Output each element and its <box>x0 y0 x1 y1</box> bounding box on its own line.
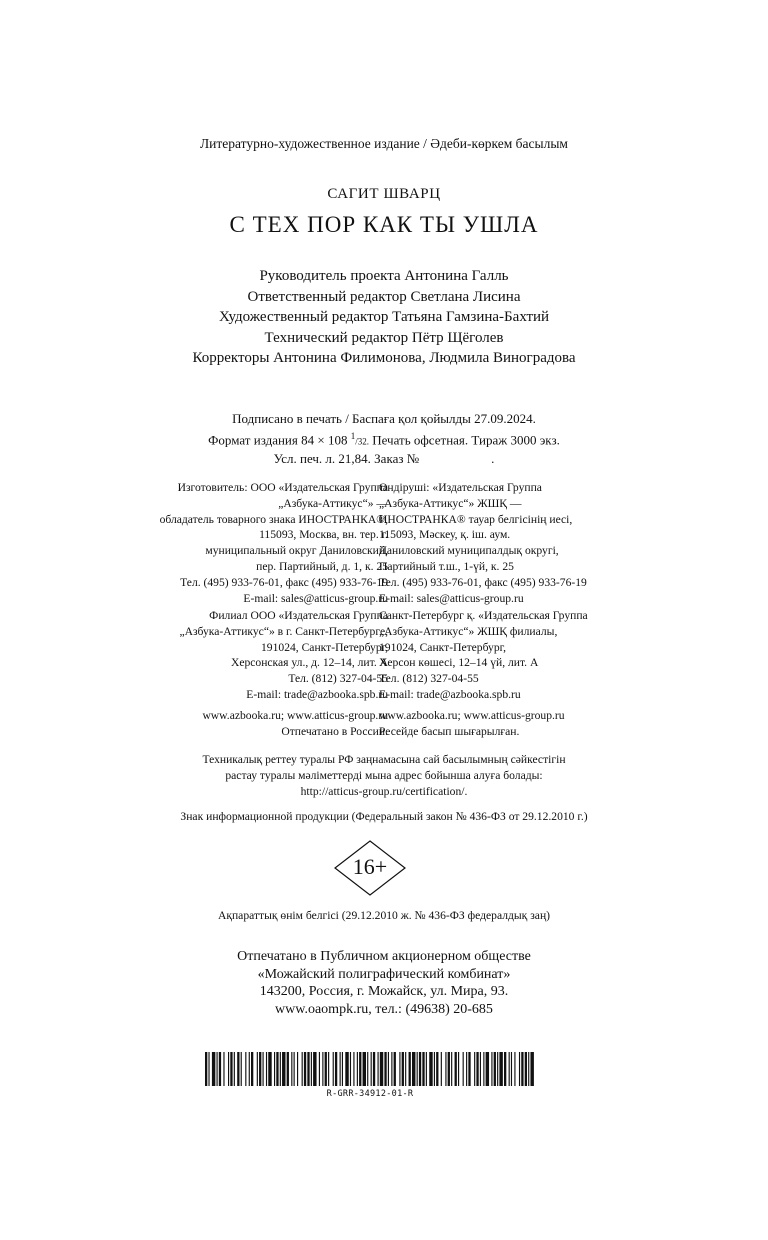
barcode-bar <box>474 1052 475 1086</box>
printer-line: Отпечатано в Публичном акционерном обществе <box>237 949 531 964</box>
barcode-bar <box>241 1052 242 1086</box>
staff-line: Ответственный редактор Светлана Лисина <box>247 288 521 305</box>
branch-kz-line: E-mail: trade@azbooka.spb.ru <box>379 687 521 701</box>
barcode-bar <box>463 1052 464 1086</box>
barcode-bar <box>509 1052 510 1086</box>
manufacturer-ru-line: Тел. (495) 933-76-01, факс (495) 933-76-19 <box>180 575 388 589</box>
barcode-bar <box>350 1052 351 1086</box>
certification-line: Техникалық реттеу туралы РФ заңнамасына сай басылымның сәйкестігін <box>202 753 566 766</box>
manufacturer-ru-line: E-mail: sales@atticus-group.ru <box>243 591 388 605</box>
barcode-bar <box>276 1052 278 1086</box>
branch-ru-line: Филиал ООО «Издательская Группа <box>209 609 388 622</box>
web-ru-line: Отпечатано в России. <box>281 724 388 738</box>
barcode-bar <box>419 1052 421 1086</box>
barcode-bar <box>378 1052 379 1086</box>
barcode-bar <box>363 1052 366 1086</box>
barcode-bar <box>304 1052 306 1086</box>
barcode-bar <box>405 1052 406 1086</box>
barcode-bar <box>497 1052 498 1086</box>
branch-ru-line: „Азбука-Аттикус“» в г. Санкт-Петербурге, <box>179 624 388 638</box>
barcode-bar <box>394 1052 396 1086</box>
barcode-bar <box>313 1052 316 1086</box>
staff-line: Технический редактор Пётр Щёголев <box>264 329 504 346</box>
barcode-bar <box>466 1052 467 1086</box>
genre-line: Литературно-художественное издание / Әдеби-көркем басылым <box>200 136 568 151</box>
barcode-bar <box>335 1052 337 1086</box>
manufacturer-kz-line: Даниловский муниципалдық округі, <box>379 544 559 558</box>
barcode-bar <box>525 1052 527 1086</box>
barcode-bar <box>511 1052 512 1086</box>
web-ru <box>90 708 388 740</box>
barcode-bar <box>367 1052 368 1086</box>
barcode-bar <box>409 1052 411 1086</box>
barcode-bar <box>319 1052 320 1086</box>
barcode-bar <box>333 1052 334 1086</box>
web-kz-line: Ресейде басып шығарылған. <box>379 724 520 738</box>
barcode-bar <box>480 1052 481 1086</box>
branch-ru-line: 191024, Санкт-Петербург, <box>261 640 388 654</box>
barcode-bar <box>384 1052 386 1086</box>
barcode-bar <box>208 1052 209 1086</box>
barcode-bar <box>448 1052 450 1086</box>
barcode-bar <box>373 1052 375 1086</box>
barcode-bar <box>307 1052 309 1086</box>
barcode-bar <box>212 1052 215 1086</box>
barcode-bar <box>217 1052 218 1086</box>
barcode-bar <box>519 1052 520 1086</box>
barcode-bar <box>294 1052 295 1086</box>
barcode-bar <box>219 1052 221 1086</box>
manufacturer-ru-line: муниципальный округ Даниловский, <box>205 544 388 558</box>
barcode-bar <box>302 1052 303 1086</box>
barcode-bar <box>455 1052 457 1086</box>
barcode-bar <box>282 1052 285 1086</box>
format-line: Формат издания 84 × 108 $^1$/32. Печать офсетная. Тираж 3000 экз. <box>208 430 560 447</box>
age-rating-label: 16+ <box>352 854 388 879</box>
barcode-bar <box>528 1052 529 1086</box>
barcode-bar <box>402 1052 404 1086</box>
barcode-bar <box>494 1052 496 1086</box>
barcode-bar <box>434 1052 435 1086</box>
barcode-bar <box>422 1052 424 1086</box>
staff-line: Руководитель проекта Антонина Галль <box>259 268 509 284</box>
barcode-bar <box>504 1052 506 1086</box>
barcode-bar <box>417 1052 418 1086</box>
certification-note <box>0 752 768 800</box>
barcode-bar <box>245 1052 246 1086</box>
barcode-bar <box>353 1052 354 1086</box>
printer-info <box>0 948 768 1018</box>
barcode-bar <box>325 1052 327 1086</box>
web-ru-line: www.azbooka.ru; www.atticus-group.ru <box>202 709 388 722</box>
staff-line: Корректоры Антонина Филимонова, Людмила Виноградова <box>192 350 576 366</box>
barcode-bar <box>458 1052 459 1086</box>
barcode-bar <box>380 1052 383 1086</box>
barcode-bar <box>441 1052 442 1086</box>
barcode-bar <box>345 1052 348 1086</box>
print-info <box>0 410 768 468</box>
manufacturer-kz-line: E-mail: sales@atticus-group.ru <box>379 591 524 605</box>
manufacturer-ru <box>90 480 388 606</box>
branch-kz <box>379 608 679 703</box>
barcode-bar <box>249 1052 250 1086</box>
barcode-bar <box>357 1052 358 1086</box>
web-kz <box>379 708 679 740</box>
manufacturer-kz-line: Өндіруші: «Издательская Группа <box>379 481 542 494</box>
barcode-bar <box>429 1052 432 1086</box>
barcode-bar <box>521 1052 523 1086</box>
barcode-bar <box>476 1052 478 1086</box>
branch-kz-line: „Азбука-Аттикус“» ЖШҚ филиалы, <box>379 624 558 638</box>
barcode-bar <box>514 1052 515 1086</box>
manufacturer-ru-line: „Азбука-Аттикус“» — <box>278 496 388 510</box>
barcode-bar <box>274 1052 275 1086</box>
barcode-bar <box>388 1052 389 1086</box>
manufacturer-kz-line: ИНОСТРАНКА® тауар белгісінің иесі, <box>379 512 573 526</box>
book-title: С ТЕХ ПОР КАК ТЫ УШЛА <box>229 212 539 237</box>
manufacturer-ru-line: пер. Партийный, д. 1, к. 25 <box>256 559 388 573</box>
barcode-bar <box>237 1052 239 1086</box>
branch-ru-line: E-mail: trade@azbooka.spb.ru <box>246 687 388 701</box>
barcode-bar <box>259 1052 261 1086</box>
barcode-bar <box>426 1052 427 1086</box>
barcode-bar <box>291 1052 292 1086</box>
info-mark-kz: Ақпараттық өнім белгісі (29.12.2010 ж. № 436-ФЗ федералдық заң) <box>217 909 551 922</box>
manufacturer-kz <box>379 480 679 606</box>
conditions-line: Усл. печ. л. 21,84. Заказ № . <box>273 451 495 467</box>
branch-ru-line: Тел. (812) 327-04-55 <box>288 672 388 686</box>
barcode-bar <box>491 1052 492 1086</box>
barcode-bar <box>340 1052 341 1086</box>
barcode-bar <box>205 1052 207 1086</box>
barcode-bar <box>230 1052 232 1086</box>
barcode-bar <box>412 1052 415 1086</box>
info-mark-ru: Знак информационной продукции (Федеральный закон № 436-ФЗ от 29.12.2010 г.) <box>180 810 588 823</box>
printer-line: 143200, Россия, г. Можайск, ул. Мира, 93. <box>259 984 509 999</box>
barcode-bar <box>342 1052 343 1086</box>
barcode-bar <box>399 1052 400 1086</box>
barcode-bar <box>436 1052 438 1086</box>
manufacturer-ru-line: Изготовитель: ООО «Издательская Группа <box>177 481 388 494</box>
barcode-bar <box>451 1052 452 1086</box>
barcode-bar <box>266 1052 267 1086</box>
manufacturer-kz-line: Тел. (495) 933-76-01, факс (495) 933-76-19 <box>379 575 587 589</box>
branch-kz-line: Херсон көшесі, 12–14 үй, лит. А <box>379 656 539 670</box>
author-name: САГИТ ШВАРЦ <box>327 186 441 202</box>
barcode-bar <box>391 1052 392 1086</box>
barcode-bar <box>371 1052 372 1086</box>
barcode-bar <box>486 1052 489 1086</box>
barcode-bar <box>297 1052 298 1086</box>
barcode-bar <box>328 1052 329 1086</box>
branch-ru-line: Херсонская ул., д. 12–14, лит. А <box>230 656 388 670</box>
certification-line: растау туралы мәліметтерді мына адрес бойынша алуға болады: <box>225 769 543 782</box>
barcode-bar <box>234 1052 235 1086</box>
barcode-bar <box>228 1052 229 1086</box>
barcode-bar <box>530 1052 533 1086</box>
staff-credits <box>0 266 768 369</box>
age-rating-badge <box>333 840 407 896</box>
barcode-bar <box>468 1052 470 1086</box>
printer-line: www.oaompk.ru, тел.: (49638) 20-685 <box>275 1001 493 1017</box>
barcode-bar <box>251 1052 253 1086</box>
barcode-image <box>205 1052 535 1086</box>
manufacturer-ru-line: 115093, Москва, вн. тер. г. <box>259 528 388 542</box>
barcode-bar <box>263 1052 264 1086</box>
barcode-code: R-GRR-34912-01-R <box>326 1089 414 1099</box>
barcode-bar <box>311 1052 312 1086</box>
branch-kz-line: Тел. (812) 327-04-55 <box>379 672 479 686</box>
web-kz-line: www.azbooka.ru; www.atticus-group.ru <box>379 709 565 722</box>
printer-line: «Можайский полиграфический комбинат» <box>257 966 511 982</box>
branch-kz-line: Санкт-Петербург қ. «Издательская Группа <box>379 609 588 622</box>
manufacturer-ru-line: обладатель товарного знака ИНОСТРАНКА®, <box>159 512 388 526</box>
barcode-bar <box>445 1052 446 1086</box>
signed-line: Подписано в печать / Баспаға қол қойылды 27.09.2024. <box>232 411 536 426</box>
manufacturer-kz-line: Партийный т.ш., 1-үй, к. 25 <box>379 559 514 573</box>
barcode-bar <box>287 1052 289 1086</box>
barcode-bar <box>499 1052 502 1086</box>
certification-link: http://atticus-group.ru/certification/. <box>300 785 468 798</box>
branch-ru <box>90 608 388 703</box>
barcode-bar <box>268 1052 271 1086</box>
manufacturer-kz-line: 115093, Мәскеу, қ. іш. аум. <box>379 528 511 542</box>
barcode-bar <box>280 1052 281 1086</box>
staff-line: Художественный редактор Татьяна Гамзина-Бахтий <box>218 309 550 325</box>
barcode-bar <box>483 1052 484 1086</box>
branch-kz-line: 191024, Санкт-Петербург, <box>379 640 506 654</box>
barcode-bar <box>322 1052 323 1086</box>
barcode-bar <box>359 1052 361 1086</box>
barcode-bar <box>223 1052 224 1086</box>
manufacturer-kz-line: „Азбука-Аттикус“» ЖШҚ — <box>379 496 522 510</box>
barcode-bar <box>257 1052 258 1086</box>
